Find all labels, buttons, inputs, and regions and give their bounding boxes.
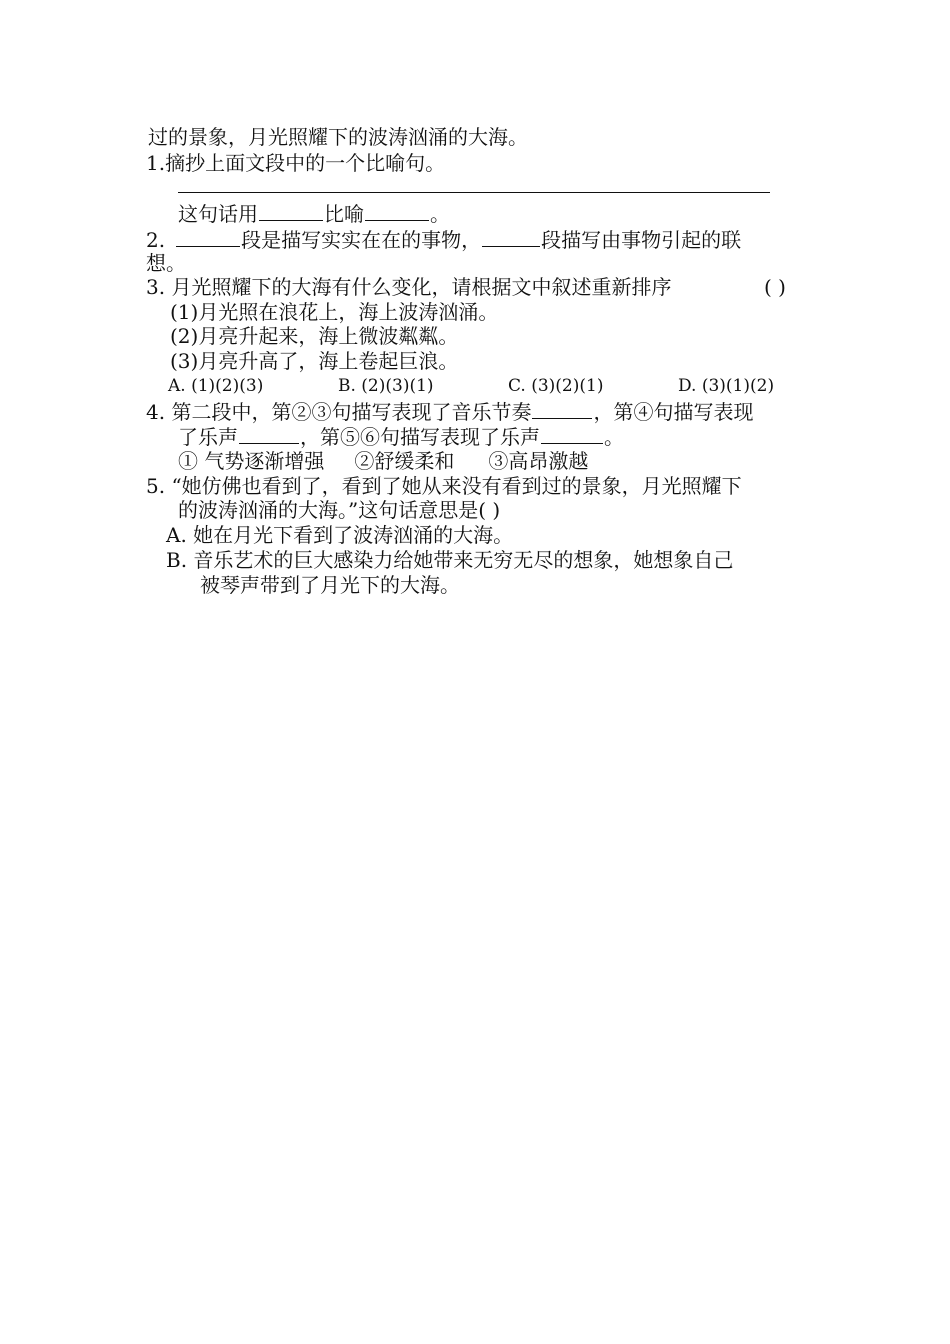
q4-choice-1: ① 气势逐渐增强	[178, 449, 325, 473]
question-2	[146, 226, 741, 252]
q4-line-2	[178, 423, 624, 449]
q4-blank-3[interactable]	[541, 423, 603, 444]
q4-part-b: ，第④句描写表现	[593, 400, 754, 424]
q5-option-b[interactable]: B. 音乐艺术的巨大感染力给她带来无穷无尽的想象，她想象自己	[166, 548, 734, 572]
q4-choice-3: ③高昂激越	[488, 449, 589, 473]
q1-blank-1[interactable]	[259, 200, 323, 221]
q4-part-a: 4. 第二段中，第②③句描写表现了音乐节奏	[146, 400, 532, 424]
q5-option-a[interactable]: A. 她在月光下看到了波涛汹涌的大海。	[166, 523, 514, 547]
q1-fill-end: 。	[430, 202, 450, 226]
question-3: 3. 月光照耀下的大海有什么变化，请根据文中叙述重新排序	[146, 275, 672, 299]
q3-item-2: (2)月亮升起来，海上微波粼粼。	[170, 324, 459, 348]
question-1: 1.摘抄上面文段中的一个比喻句。	[146, 151, 446, 175]
q4-choices	[178, 448, 588, 474]
q2-number: 2.	[146, 228, 166, 252]
q2-part-a: 段是描写实实在在的事物，	[241, 228, 482, 252]
q2-part-b: 段描写由事物引起的联	[541, 228, 742, 252]
question-5: 5. “她仿佛也看到了，看到了她从来没有看到过的景象，月光照耀下	[146, 474, 742, 498]
q2-blank-2[interactable]	[482, 226, 540, 247]
q4-choice-2: ②舒缓柔和	[354, 449, 455, 473]
q1-answer-line[interactable]	[178, 192, 770, 193]
q1-fill-line	[178, 200, 450, 226]
q5-line-2: 的波涛汹涌的大海。”这句话意思是( )	[178, 498, 501, 522]
q3-answer-paren[interactable]: ( )	[764, 275, 786, 299]
q3-option-c[interactable]: C. (3)(2)(1)	[508, 376, 604, 396]
q5-option-b-continued: 被琴声带到了月光下的大海。	[200, 573, 460, 597]
q1-fill-label-a: 这句话用	[178, 202, 258, 226]
q4-blank-1[interactable]	[532, 398, 592, 419]
q3-option-b[interactable]: B. (2)(3)(1)	[338, 376, 434, 396]
q1-fill-label-b: 比喻	[324, 202, 364, 226]
q2-blank-1[interactable]	[176, 226, 240, 247]
q3-option-d[interactable]: D. (3)(1)(2)	[678, 376, 775, 396]
question-4	[146, 398, 753, 424]
q4-line2-b: ，第⑤⑥句描写表现了乐声	[300, 425, 540, 449]
q4-blank-2[interactable]	[239, 423, 299, 444]
q4-line2-end: 。	[604, 425, 624, 449]
q1-blank-2[interactable]	[365, 200, 429, 221]
q4-line2-a: 了乐声	[178, 425, 238, 449]
q3-option-a[interactable]: A. (1)(2)(3)	[168, 376, 264, 396]
q2-continuation: 想。	[146, 251, 186, 275]
intro-text: 过的景象，月光照耀下的波涛汹涌的大海。	[148, 125, 528, 149]
q3-item-3: (3)月亮升高了，海上卷起巨浪。	[170, 349, 459, 373]
q3-item-1: (1)月光照在浪花上，海上波涛汹涌。	[170, 300, 499, 324]
